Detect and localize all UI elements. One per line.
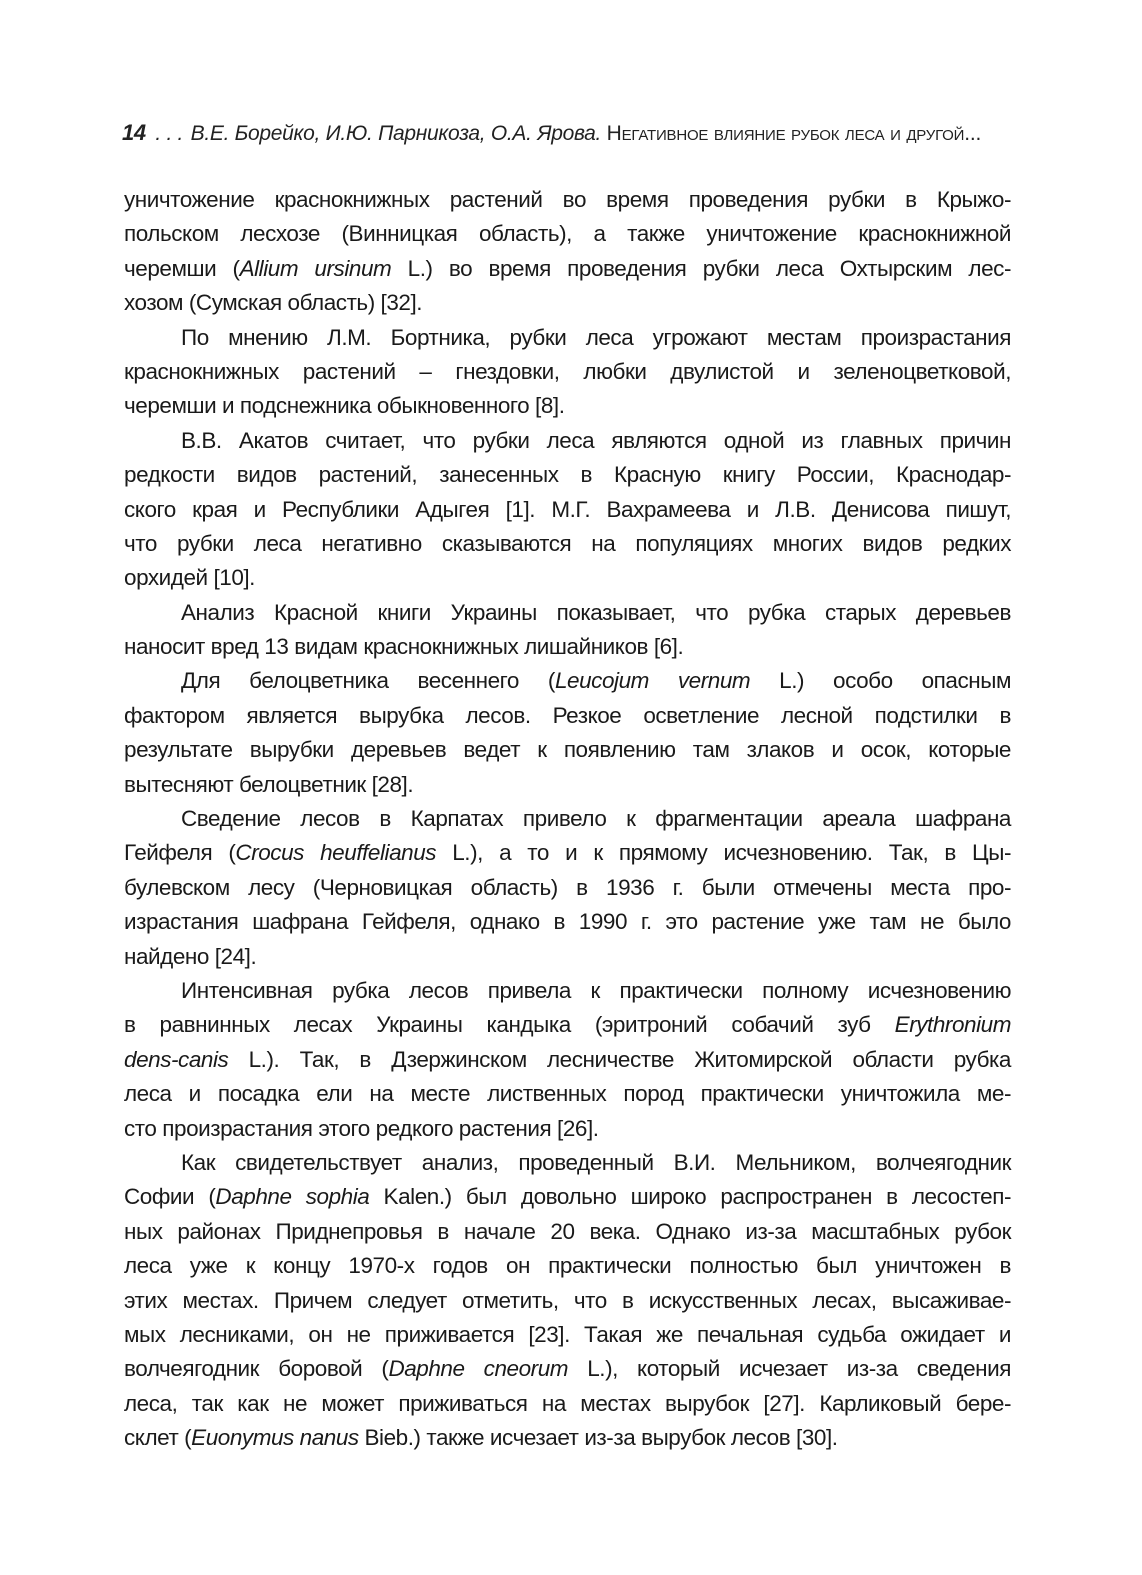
text-run: Интенсивная рубка лесов привела к практически полному исчезновению [181, 977, 1011, 1003]
text-run: L.) во время проведения рубки леса Охтырским лес- [391, 255, 1011, 281]
text-line [124, 355, 1011, 389]
text-run: этих местах. Причем следует отметить, что в искусственных лесах, высаживае- [124, 1287, 1011, 1313]
text-run: леса уже к концу 1970-х годов он практически полностью был уничтожен в [124, 1253, 1011, 1279]
text-line [124, 1077, 1011, 1111]
text-run: ского края и Республики Адыгея [1]. М.Г. Вахрамеева и Л.В. Денисова пишут, [124, 496, 1011, 522]
text-run: наносит вред 13 видам краснокнижных лишайников [6]. [124, 634, 684, 660]
species-name: Erythronium [894, 1012, 1011, 1038]
text-line [124, 458, 1011, 492]
text-line [124, 286, 1011, 320]
text-line [124, 527, 1011, 561]
text-run: краснокнижных растений – гнездовки, любки двулистой и зеленоцветковой, [124, 358, 1011, 384]
text-run: L.), который исчезает из-за сведения [568, 1356, 1011, 1382]
paragraph [124, 802, 1011, 974]
text-run: Гейфеля ( [124, 840, 236, 866]
text-line [124, 940, 1011, 974]
text-run: орхидей [10]. [124, 565, 255, 591]
text-line [124, 389, 1011, 423]
paragraph [124, 664, 1011, 802]
text-run: черемши ( [124, 255, 240, 281]
text-line [124, 699, 1011, 733]
text-run: Kalen.) был довольно широко распространен в лесостеп- [369, 1184, 1011, 1210]
text-line [124, 768, 1011, 802]
text-run: склет ( [124, 1425, 192, 1451]
text-run: черемши и подснежника обыкновенного [8]. [124, 393, 565, 419]
text-line [124, 493, 1011, 527]
species-name: Daphne cneorum [388, 1356, 569, 1382]
text-run: Как свидетельствует анализ, проведенный В.И. Мельником, волчеягодник [181, 1149, 1011, 1175]
text-run: Анализ Красной книги Украины показывает, что рубка старых деревьев [181, 599, 1011, 625]
text-run: В.В. Акатов считает, что рубки леса являются одной из главных причин [181, 427, 1011, 453]
text-run: что рубки леса негативно сказываются на популяциях многих видов редких [124, 530, 1011, 556]
text-line [124, 733, 1011, 767]
text-line [124, 1180, 1011, 1214]
text-run: Сведение лесов в Карпатах привело к фрагментации ареала шафрана [181, 806, 1011, 832]
text-run: Bieb.) также исчезает из-за вырубок лесов [30]. [358, 1425, 838, 1451]
text-line [124, 217, 1011, 251]
paragraph [124, 183, 1011, 321]
text-line [124, 1215, 1011, 1249]
text-line [124, 802, 1011, 836]
text-run: булевском лесу (Черновицкая область) в 1936 г. были отмечены места про- [124, 874, 1011, 900]
text-run: вытесняют белоцветник [28]. [124, 771, 414, 797]
text-run: редкости видов растений, занесенных в Красную книгу России, Краснодар- [124, 462, 1011, 488]
text-line [124, 321, 1011, 355]
text-line [124, 1318, 1011, 1352]
species-name: Allium ursinum [239, 255, 392, 281]
text-run: мых лесниками, он не приживается [23]. Такая же печальная судьба ожидает и [124, 1321, 1011, 1347]
text-line [124, 596, 1011, 630]
text-line [124, 1146, 1011, 1180]
text-line [124, 424, 1011, 458]
text-line [124, 871, 1011, 905]
text-run: По мнению Л.М. Бортника, рубки леса угрожают местам произрастания [181, 324, 1011, 350]
species-name: Crocus heuffelianus [235, 840, 437, 866]
text-run: L.) особо опасным [750, 668, 1011, 694]
species-name: Euonymus nanus [191, 1425, 359, 1451]
text-run: леса, так как не может приживаться на местах вырубок [27]. Карликовый бере- [124, 1390, 1011, 1416]
text-line [124, 183, 1011, 217]
header-article-title: Негативное влияние рубок леса и другой... [606, 122, 982, 145]
text-run: в равнинных лесах Украины кандыка (эритроний собачий зуб [124, 1012, 895, 1038]
species-name: dens-canis [124, 1046, 229, 1072]
text-run: L.), а то и к прямому исчезновению. Так, в Цы- [436, 840, 1011, 866]
text-run: Для белоцветника весеннего ( [181, 668, 555, 694]
text-line [124, 252, 1011, 286]
text-line [124, 664, 1011, 698]
text-run: польском лесхозе (Винницкая область), а также уничтожение краснокнижной [124, 221, 1011, 247]
text-run: Софии ( [124, 1184, 216, 1210]
paragraph [124, 1146, 1011, 1456]
text-run: результате вырубки деревьев ведет к появлению там злаков и осок, которые [124, 737, 1011, 763]
text-line [124, 836, 1011, 870]
species-name: Daphne sophia [215, 1184, 370, 1210]
text-run: израстания шафрана Гейфеля, однако в 1990 г. это растение уже там не было [124, 909, 1011, 935]
text-line [124, 1043, 1011, 1077]
text-run: уничтожение краснокнижных растений во время проведения рубки в Крыжо- [124, 187, 1011, 212]
article-body [124, 183, 1011, 1455]
text-run: фактором является вырубка лесов. Резкое осветление лесной подстилки в [124, 702, 1011, 728]
text-run: волчеягодник боровой ( [124, 1356, 389, 1382]
text-line [124, 630, 1011, 664]
text-run: найдено [24]. [124, 943, 257, 969]
text-line [124, 1112, 1011, 1146]
text-line [124, 561, 1011, 595]
paragraph [124, 596, 1011, 665]
paragraph [124, 424, 1011, 596]
text-run: хозом (Сумская область) [32]. [124, 290, 423, 316]
text-line [124, 1387, 1011, 1421]
paragraph [124, 321, 1011, 424]
text-run: ных районах Приднепровья в начале 20 века. Однако из-за масштабных рубок [124, 1218, 1011, 1244]
text-line [124, 1249, 1011, 1283]
text-line [124, 974, 1011, 1008]
paragraph [124, 974, 1011, 1146]
text-line [124, 1352, 1011, 1386]
species-name: Leucojum vernum [554, 668, 751, 694]
text-line [124, 1008, 1011, 1042]
text-line [124, 1421, 1011, 1455]
header-authors: В.Е. Борейко, И.Ю. Парникоза, О.А. Ярова. [190, 122, 602, 145]
header-leader-dots: . . . [155, 122, 184, 145]
text-line [124, 905, 1011, 939]
text-run: леса и посадка ели на месте лиственных пород практически уничтожила ме- [124, 1081, 1011, 1107]
page-number: 14 [122, 120, 146, 145]
running-header [122, 118, 1022, 148]
text-run: L.). Так, в Дзержинском лесничестве Житомирской области рубка [228, 1046, 1011, 1072]
text-line [124, 1284, 1011, 1318]
text-run: сто произрастания этого редкого растения [26]. [124, 1115, 599, 1141]
